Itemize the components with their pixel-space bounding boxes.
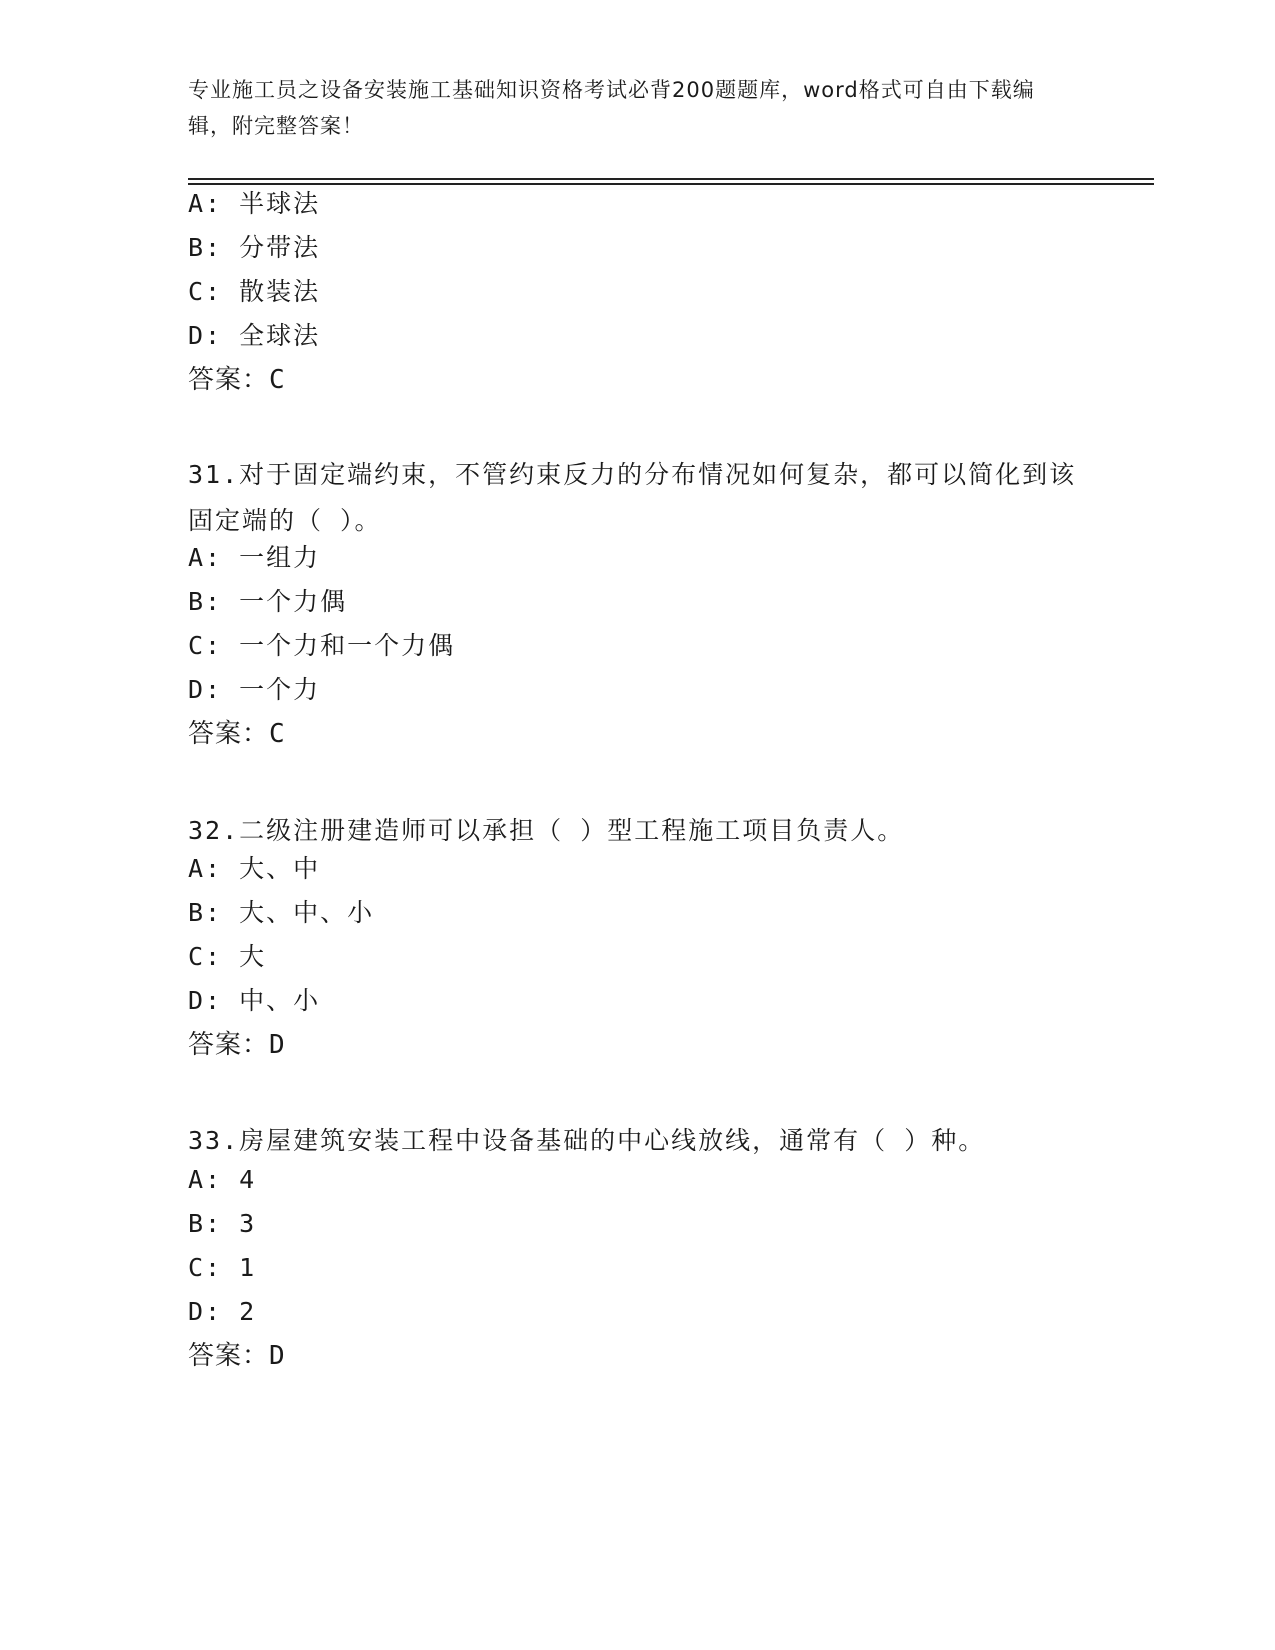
answer-value: C xyxy=(269,365,286,395)
option-label: D: xyxy=(188,675,223,704)
option-text: 2 xyxy=(239,1297,257,1326)
answer-value: D xyxy=(269,1341,286,1371)
answer-line xyxy=(188,1340,286,1372)
option-label: A: xyxy=(188,1165,223,1194)
answer-label: 答案： xyxy=(188,1341,270,1371)
option-label: B: xyxy=(188,233,223,262)
header-divider-bottom xyxy=(188,183,1154,185)
option-d xyxy=(188,674,320,706)
option-d xyxy=(188,1296,256,1328)
option-b xyxy=(188,586,347,618)
option-text: 大、中、小 xyxy=(239,898,375,927)
option-text: 1 xyxy=(239,1253,257,1282)
option-a xyxy=(188,542,320,574)
option-label: C: xyxy=(188,1253,223,1282)
option-text: 一个力偶 xyxy=(239,587,348,616)
option-label: C: xyxy=(188,277,223,306)
answer-label: 答案： xyxy=(188,719,270,749)
answer-line xyxy=(188,364,286,396)
option-label: D: xyxy=(188,986,223,1015)
question-stem: 33.房屋建筑安装工程中设备基础的中心线放线，通常有（ ）种。 xyxy=(188,1126,986,1155)
document-header: 专业施工员之设备安装施工基础知识资格考试必背200题题库，word格式可自由下载编辑，附完整答案！ xyxy=(188,78,1035,138)
option-a xyxy=(188,1164,256,1196)
option-a xyxy=(188,188,320,220)
option-label: B: xyxy=(188,587,223,616)
option-text: 中、小 xyxy=(239,986,321,1015)
answer-value: D xyxy=(269,1030,286,1060)
option-text: 3 xyxy=(239,1209,257,1238)
option-text: 分带法 xyxy=(239,233,321,262)
option-c xyxy=(188,630,455,662)
option-text: 大 xyxy=(239,942,267,971)
option-b xyxy=(188,1208,256,1240)
option-label: B: xyxy=(188,898,223,927)
option-text: 全球法 xyxy=(239,321,321,350)
option-text: 一个力 xyxy=(239,675,321,704)
answer-line xyxy=(188,1029,286,1061)
option-label: A: xyxy=(188,854,223,883)
option-label: D: xyxy=(188,321,223,350)
answer-label: 答案： xyxy=(188,1030,270,1060)
option-text: 一个力和一个力偶 xyxy=(239,631,456,660)
answer-label: 答案： xyxy=(188,365,270,395)
option-c xyxy=(188,1252,256,1284)
option-label: B: xyxy=(188,1209,223,1238)
option-text: 大、中 xyxy=(239,854,321,883)
option-label: A: xyxy=(188,543,223,572)
option-text: 散装法 xyxy=(239,277,321,306)
question-stem: 31.对于固定端约束，不管约束反力的分布情况如何复杂，都可以简化到该固定端的（ ）。 xyxy=(188,460,1077,535)
option-text: 一组力 xyxy=(239,543,321,572)
answer-value: C xyxy=(269,719,286,749)
option-text: 半球法 xyxy=(239,189,321,218)
option-d xyxy=(188,320,320,352)
option-a xyxy=(188,853,320,885)
option-c xyxy=(188,941,266,973)
option-d xyxy=(188,985,320,1017)
question-stem: 32.二级注册建造师可以承担（ ）型工程施工项目负责人。 xyxy=(188,816,905,845)
option-c xyxy=(188,276,320,308)
header-divider-top xyxy=(188,178,1154,180)
option-label: D: xyxy=(188,1297,223,1326)
answer-line xyxy=(188,718,286,750)
option-label: C: xyxy=(188,942,223,971)
option-b xyxy=(188,232,320,264)
option-b xyxy=(188,897,374,929)
option-text: 4 xyxy=(239,1165,257,1194)
option-label: C: xyxy=(188,631,223,660)
option-label: A: xyxy=(188,189,223,218)
